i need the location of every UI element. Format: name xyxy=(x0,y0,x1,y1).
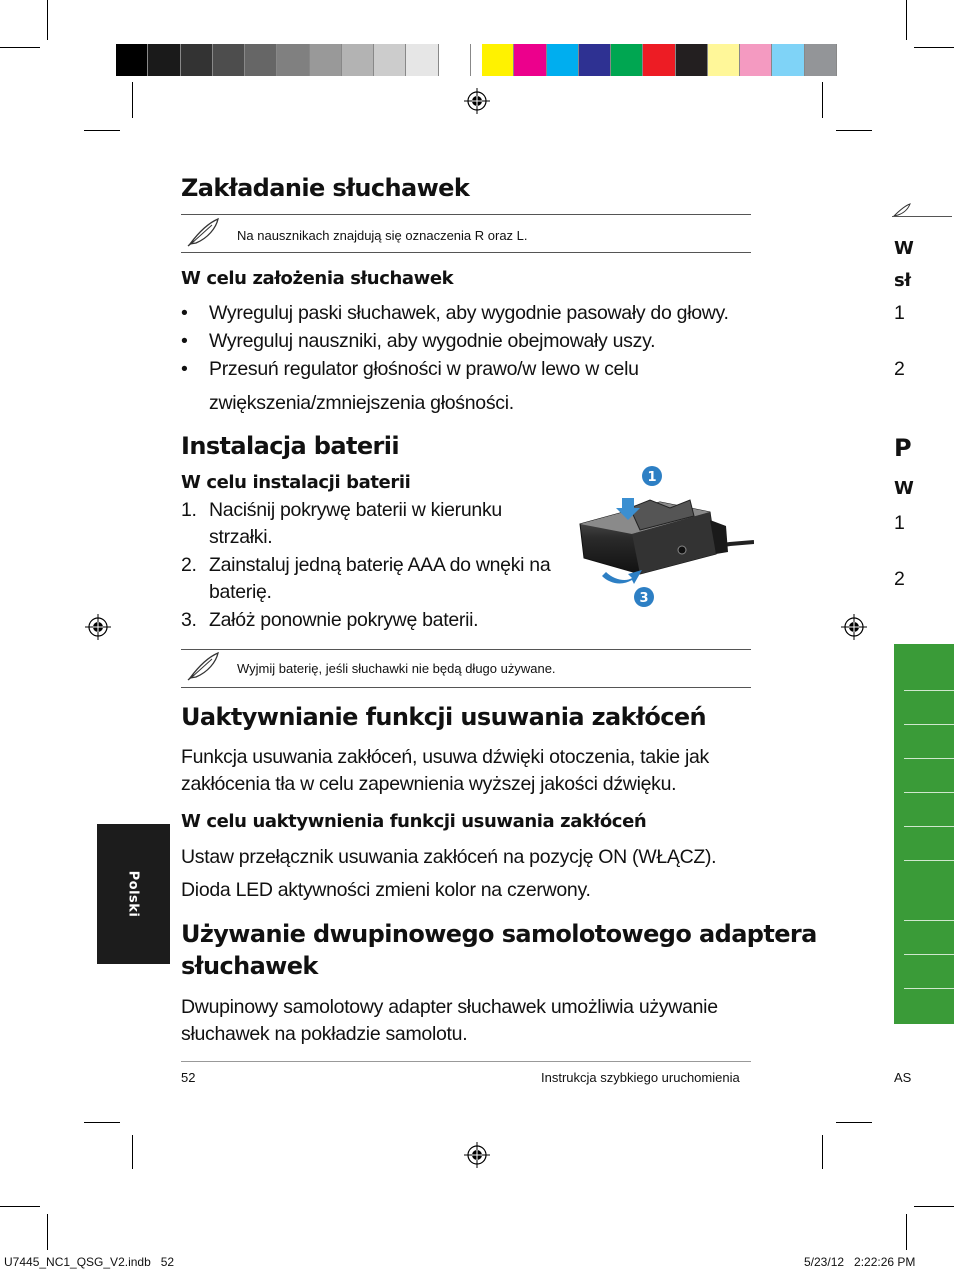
step-text: Zainstaluj jedną baterię AAA do wnęki na xyxy=(209,554,551,576)
color-swatch xyxy=(116,44,148,76)
next-page-step-number: 2 xyxy=(894,568,905,590)
note-rule-top xyxy=(181,649,751,650)
paragraph-line: Dioda LED aktywności zmieni kolor na czerwony. xyxy=(181,879,591,901)
table-row-line xyxy=(904,792,954,793)
note-rule-bottom xyxy=(181,252,751,253)
color-swatch xyxy=(342,44,374,76)
subtitle-wearing: W celu założenia słuchawek xyxy=(181,268,454,289)
step-number: 3. xyxy=(181,609,197,631)
color-swatch xyxy=(245,44,277,76)
table-row-line xyxy=(904,758,954,759)
callout-1-label: 1 xyxy=(647,470,657,485)
color-swatch xyxy=(181,44,213,76)
note-rule-bottom xyxy=(181,687,751,688)
step-text: Naciśnij pokrywę baterii w kierunku xyxy=(209,499,502,521)
bullet-marker: • xyxy=(181,330,188,352)
color-swatch xyxy=(547,44,579,76)
list-item: Wyreguluj paski słuchawek, aby wygodnie pasowały do głowy. xyxy=(209,302,729,324)
table-row-line xyxy=(904,690,954,691)
bullet-marker: • xyxy=(181,302,188,324)
guide-title: Instrukcja szybkiego uruchomienia xyxy=(541,1070,740,1085)
note-pen-icon xyxy=(186,650,222,682)
color-swatch xyxy=(676,44,708,76)
step-text-continuation: strzałki. xyxy=(209,526,273,548)
paragraph-line: słuchawek na pokładzie samolotu. xyxy=(181,1023,468,1045)
color-swatch xyxy=(148,44,180,76)
next-page-step-number: 1 xyxy=(894,512,905,534)
registration-mark-icon xyxy=(841,614,867,640)
color-swatch xyxy=(277,44,309,76)
step-number: 2. xyxy=(181,554,197,576)
color-swatch xyxy=(579,44,611,76)
color-swatch xyxy=(310,44,342,76)
print-slug-datetime: 5/23/12 2:22:26 PM xyxy=(804,1255,916,1269)
table-row-line xyxy=(904,860,954,861)
section-title-adapter-continuation: słuchawek xyxy=(181,952,318,980)
table-row-line xyxy=(904,954,954,955)
next-page-step-number: 2 xyxy=(894,358,905,380)
step-text-continuation: baterię. xyxy=(209,581,272,603)
next-page-heading: W xyxy=(894,238,914,259)
color-swatch xyxy=(611,44,643,76)
list-item: Przesuń regulator głośności w prawo/w lewo w celu xyxy=(209,358,639,380)
paragraph-line: Dwupinowy samolotowy adapter słuchawek umożliwia używanie xyxy=(181,996,718,1018)
callout-3-label: 3 xyxy=(639,591,649,606)
paragraph-line: Ustaw przełącznik usuwania zakłóceń na pozycję ON (WŁĄCZ). xyxy=(181,846,717,868)
next-page-step-number: 1 xyxy=(894,302,905,324)
green-table-strip xyxy=(894,644,954,1024)
color-swatch xyxy=(643,44,675,76)
list-item-continuation: zwiększenia/zmniejszenia głośności. xyxy=(209,392,514,414)
language-label: Polski xyxy=(125,870,141,918)
registration-mark-icon xyxy=(464,1142,490,1168)
table-row-line xyxy=(904,724,954,725)
next-page-heading: W xyxy=(894,478,914,499)
color-swatch xyxy=(740,44,772,76)
step-text: Załóż ponownie pokrywę baterii. xyxy=(209,609,479,631)
color-swatch xyxy=(772,44,804,76)
table-row-line xyxy=(904,920,954,921)
section-title-wearing: Zakładanie słuchawek xyxy=(181,174,470,202)
color-swatch xyxy=(406,44,438,76)
process-color-bar xyxy=(482,44,837,76)
subtitle-battery: W celu instalacji baterii xyxy=(181,472,411,493)
color-swatch xyxy=(514,44,546,76)
next-page-title: P xyxy=(894,434,911,462)
next-page-footer-fragment: AS xyxy=(894,1070,912,1085)
print-slug-file: U7445_NC1_QSG_V2.indb 52 xyxy=(4,1255,175,1269)
table-row-line xyxy=(904,988,954,989)
color-swatch xyxy=(374,44,406,76)
next-page-fragment xyxy=(888,190,954,1090)
page-number: 52 xyxy=(181,1070,196,1085)
color-swatch xyxy=(213,44,245,76)
list-item: Wyreguluj nauszniki, aby wygodnie obejmowały uszy. xyxy=(209,330,656,352)
note-pen-icon xyxy=(186,216,222,248)
registration-mark-icon xyxy=(464,88,490,114)
step-number: 1. xyxy=(181,499,197,521)
footer-rule xyxy=(181,1061,751,1062)
color-swatch xyxy=(439,44,471,76)
grayscale-color-bar xyxy=(116,44,471,76)
section-title-adapter: Używanie dwupinowego samolotowego adaptera xyxy=(181,920,817,948)
subtitle-noise-cancel: W celu uaktywnienia funkcji usuwania zakłóceń xyxy=(181,811,647,832)
section-title-noise-cancel: Uaktywnianie funkcji usuwania zakłóceń xyxy=(181,703,706,731)
note-rule-top xyxy=(181,214,751,215)
color-swatch xyxy=(805,44,837,76)
paragraph-line: Funkcja usuwania zakłóceń, usuwa dźwięki otoczenia, takie jak xyxy=(181,746,709,768)
paragraph-line: zakłócenia tła w celu zapewnienia wyższej jakości dźwięku. xyxy=(181,773,677,795)
language-side-tab xyxy=(97,824,170,964)
registration-mark-icon xyxy=(85,614,111,640)
section-title-battery: Instalacja baterii xyxy=(181,432,400,460)
note-text: Wyjmij baterię, jeśli słuchawki nie będą długo używane. xyxy=(237,661,556,676)
next-page-heading: sł xyxy=(894,270,911,291)
battery-cover-illustration xyxy=(570,462,754,612)
table-row-line xyxy=(904,826,954,827)
color-swatch xyxy=(482,44,514,76)
note-text: Na nausznikach znajdują się oznaczenia R oraz L. xyxy=(237,228,528,243)
color-swatch xyxy=(708,44,740,76)
note-rule xyxy=(892,216,952,217)
bullet-marker: • xyxy=(181,358,188,380)
